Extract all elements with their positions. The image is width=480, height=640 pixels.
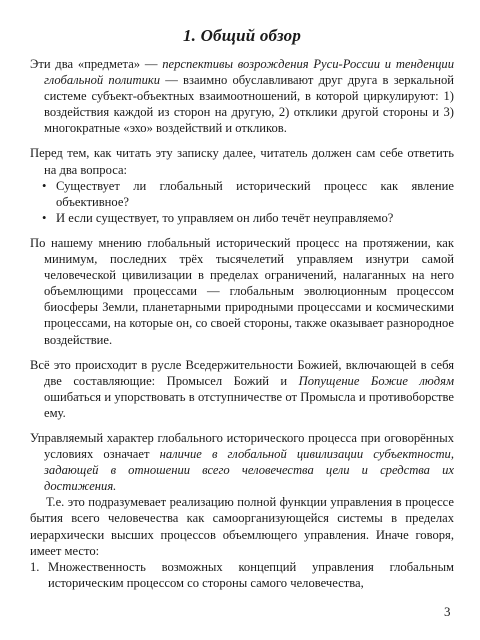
bullet-icon: • — [42, 178, 47, 193]
paragraph-1: Эти два «предмета» — перспективы возрождения Руси-России и тенденции глобальной политики — взаимно обуславливают друг друга в зеркальной системе субъект-объектных взаимоотношений, в которой циркулируют: 1) воздействия каждой из сторон на другую, 2) отклики другой стороны и 3) многократные «эхо» воздействий и откликов. — [30, 57, 455, 136]
page-body — [30, 26, 454, 591]
paragraph-3: По нашему мнению глобальный исторический процесс на протяжении, как минимум, последних трёх тысячелетий управляем изнутри самой человеческой цивилизации в пределах ограничений, налаганных на него объемлющими процессами — глобальным эволюционным процессом биосферы Земли, планетарными природными процессами и космическими процессами, на которые он, со своей стороны, также оказывает разнородное воздействие. — [30, 235, 455, 347]
paragraph-6: Т.е. это подразумевает реализацию полной функции управления в процессе бытия всего человечества как самоорганизующейся системы в пределах иерархически высших процессов объемлющего управления. Иначе говоря, имеет место: — [30, 495, 454, 558]
paragraph-2: Перед тем, как читать эту записку далее, читатель должен сам себе ответить на два вопроса: — [30, 146, 454, 177]
list-item: 1. Множественность возможных концепций управления глобальным историческим процессом со стороны самого человечества, — [30, 559, 454, 590]
section-heading: 1. Общий обзор — [182, 26, 302, 45]
numbered-list — [30, 559, 454, 591]
list-item: • Существует ли глобальный исторический процесс как явление объективное? — [42, 178, 454, 209]
paragraph-4: Всё это происходит в русле Вседержительности Божией, включающей в себя две составляющие: Промысел Божий и Попущение Божие людям ошибаться и упорствовать в отступничестве от Промысла и противоборстве ему. — [30, 357, 455, 420]
bullet-icon: • — [42, 210, 47, 225]
page-number: 3 — [444, 604, 451, 619]
question-list — [30, 178, 454, 226]
paragraph-5: Управляемый характер глобального исторического процесса при оговорённых условиях означает наличие в глобальной цивилизации субъектности, задающей в отношении всего человечества цели и средства их достижения. — [30, 430, 454, 494]
list-item: • И если существует, то управляем он либо течёт неуправляемо? — [42, 210, 394, 225]
